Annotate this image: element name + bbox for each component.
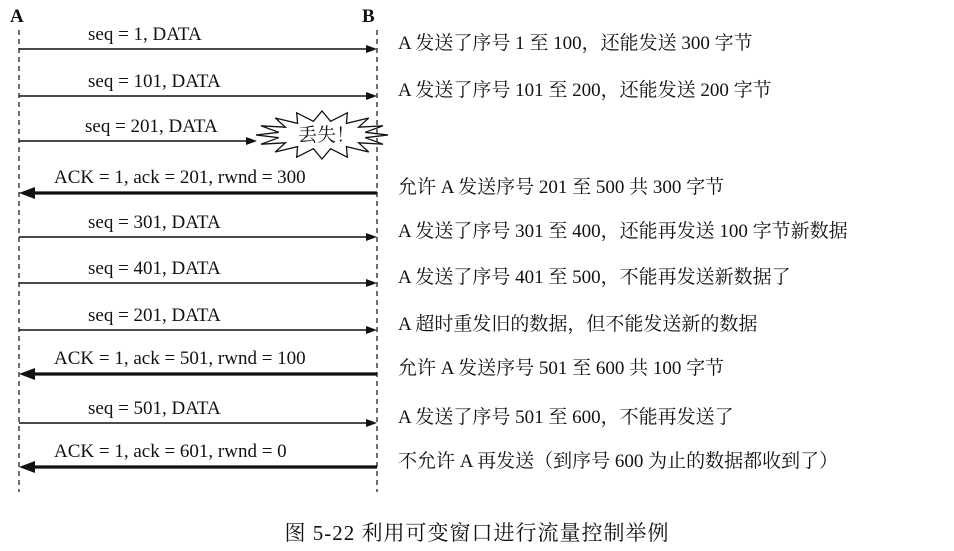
arrow-head xyxy=(19,187,35,199)
arrow-head xyxy=(366,326,377,334)
message-label: seq = 101, DATA xyxy=(88,71,221,92)
message-label: seq = 201, DATA xyxy=(85,116,218,137)
message-1 xyxy=(19,24,377,53)
message-label: seq = 401, DATA xyxy=(88,258,221,279)
message-7 xyxy=(19,305,377,334)
arrow-head xyxy=(366,279,377,287)
message-label: seq = 201, DATA xyxy=(88,305,221,326)
arrow-head xyxy=(246,137,257,145)
loss-label: 丢失！ xyxy=(298,125,356,146)
message-3 xyxy=(19,111,388,159)
message-5 xyxy=(19,212,377,241)
message-8 xyxy=(19,348,377,380)
arrow-head xyxy=(366,92,377,100)
description-7: A 超时重发旧的数据，但不能发送新的数据 xyxy=(398,314,758,335)
arrow-head xyxy=(366,45,377,53)
description-9: A 发送了序号 501 至 600，不能再发送了 xyxy=(398,407,734,428)
message-4 xyxy=(19,167,377,199)
message-label: ACK = 1, ack = 501, rwnd = 100 xyxy=(54,348,306,369)
message-rows xyxy=(19,24,388,473)
description-8: 允许 A 发送序号 501 至 600 共 100 字节 xyxy=(398,358,725,379)
description-10: 不允许 A 再发送（到序号 600 为止的数据都收到了） xyxy=(398,451,839,472)
description-6: A 发送了序号 401 至 500，不能再发送新数据了 xyxy=(398,267,791,288)
message-label: seq = 1, DATA xyxy=(88,24,202,45)
message-label: seq = 501, DATA xyxy=(88,398,221,419)
description-1: A 发送了序号 1 至 100，还能发送 300 字节 xyxy=(398,33,753,54)
message-9 xyxy=(19,398,377,427)
arrow-head xyxy=(19,368,35,380)
description-5: A 发送了序号 301 至 400，还能再发送 100 字节新数据 xyxy=(398,221,848,242)
message-6 xyxy=(19,258,377,287)
arrow-head xyxy=(19,461,35,473)
loss-burst xyxy=(256,111,388,159)
figure-caption: 图 5-22 利用可变窗口进行流量控制举例 xyxy=(284,521,670,545)
message-label: ACK = 1, ack = 601, rwnd = 0 xyxy=(54,441,287,462)
arrow-head xyxy=(366,419,377,427)
message-label: seq = 301, DATA xyxy=(88,212,221,233)
endpoint-b-label: B xyxy=(362,6,375,27)
message-label: ACK = 1, ack = 201, rwnd = 300 xyxy=(54,167,306,188)
message-10 xyxy=(19,441,377,473)
description-2: A 发送了序号 101 至 200，还能发送 200 字节 xyxy=(398,80,772,101)
message-2 xyxy=(19,71,377,100)
endpoint-a-label: A xyxy=(10,6,24,27)
description-4: 允许 A 发送序号 201 至 500 共 300 字节 xyxy=(398,177,725,198)
arrow-head xyxy=(366,233,377,241)
